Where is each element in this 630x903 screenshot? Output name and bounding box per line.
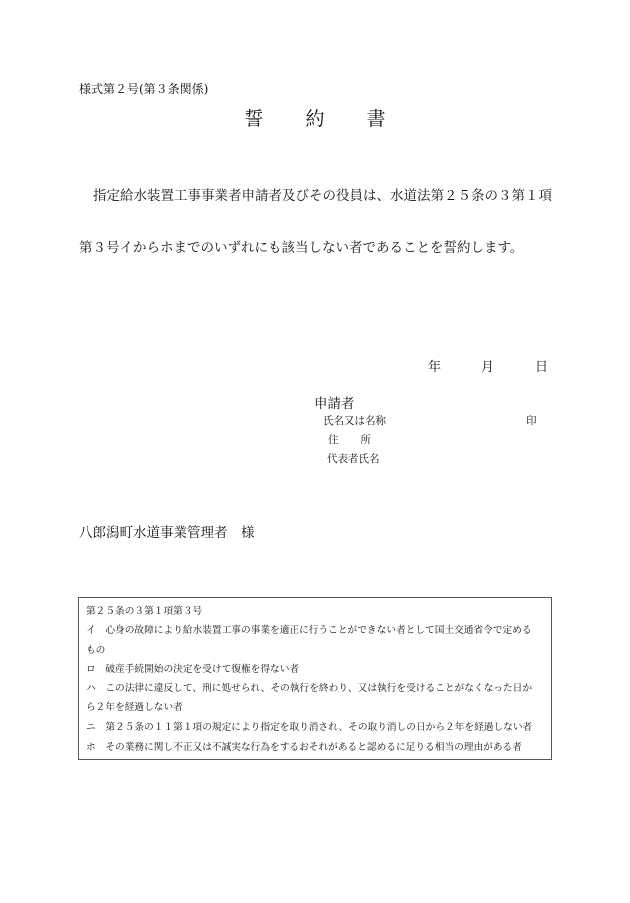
date-month-label: 月 xyxy=(481,360,495,375)
body-text-line-1: 指定給水装置工事事業者申請者及びその役員は、水道法第２５条の３第１項 xyxy=(93,188,552,204)
title-char-2: 約 xyxy=(305,108,325,130)
addressee: 八郎潟町水道事業管理者 様 xyxy=(79,525,255,541)
title-char-1: 誓 xyxy=(244,108,264,130)
note-line: ら２年を経過しない者 xyxy=(86,702,183,713)
address-label-char-2: 所 xyxy=(360,434,371,446)
address-label-char-1: 住 xyxy=(328,434,339,446)
date-day-label: 日 xyxy=(535,360,549,375)
note-line: ニ 第２５条の１１第１項の規定により指定を取り消され、その取り消しの日から２年を経過しない者 xyxy=(86,722,533,733)
name-label: 氏名又は名称 xyxy=(323,415,386,427)
note-line: もの xyxy=(86,645,106,656)
date-year-label: 年 xyxy=(428,360,442,375)
note-line: ホ その業務に関し不正又は不誠実な行為をするおそれがあると認めるに足りる相当の理由がある者 xyxy=(86,742,522,753)
notes-box xyxy=(78,597,552,760)
representative-label: 代表者氏名 xyxy=(327,453,380,465)
body-text-line-2: 第３号イからホまでのいずれにも該当しない者であることを誓約します。 xyxy=(79,240,524,256)
note-line: イ 心身の故障により給水装置工事の事業を適正に行うことができない者として国土交通省令で定める xyxy=(86,625,532,636)
title-char-3: 書 xyxy=(366,108,386,130)
note-line: ロ 破産手続開始の決定を受けて復権を得ない者 xyxy=(86,664,300,675)
seal-mark: 印 xyxy=(526,415,537,427)
form-number: 様式第２号(第３条関係) xyxy=(79,82,209,96)
address-label xyxy=(328,432,371,447)
notes-title: 第２５条の３第１項第３号 xyxy=(86,606,203,617)
document-title xyxy=(0,104,630,131)
note-line: ハ この法律に違反して、刑に処せられ、その執行を終わり、又は執行を受けることがなくなった日か xyxy=(86,683,533,694)
applicant-heading: 申請者 xyxy=(314,396,355,412)
